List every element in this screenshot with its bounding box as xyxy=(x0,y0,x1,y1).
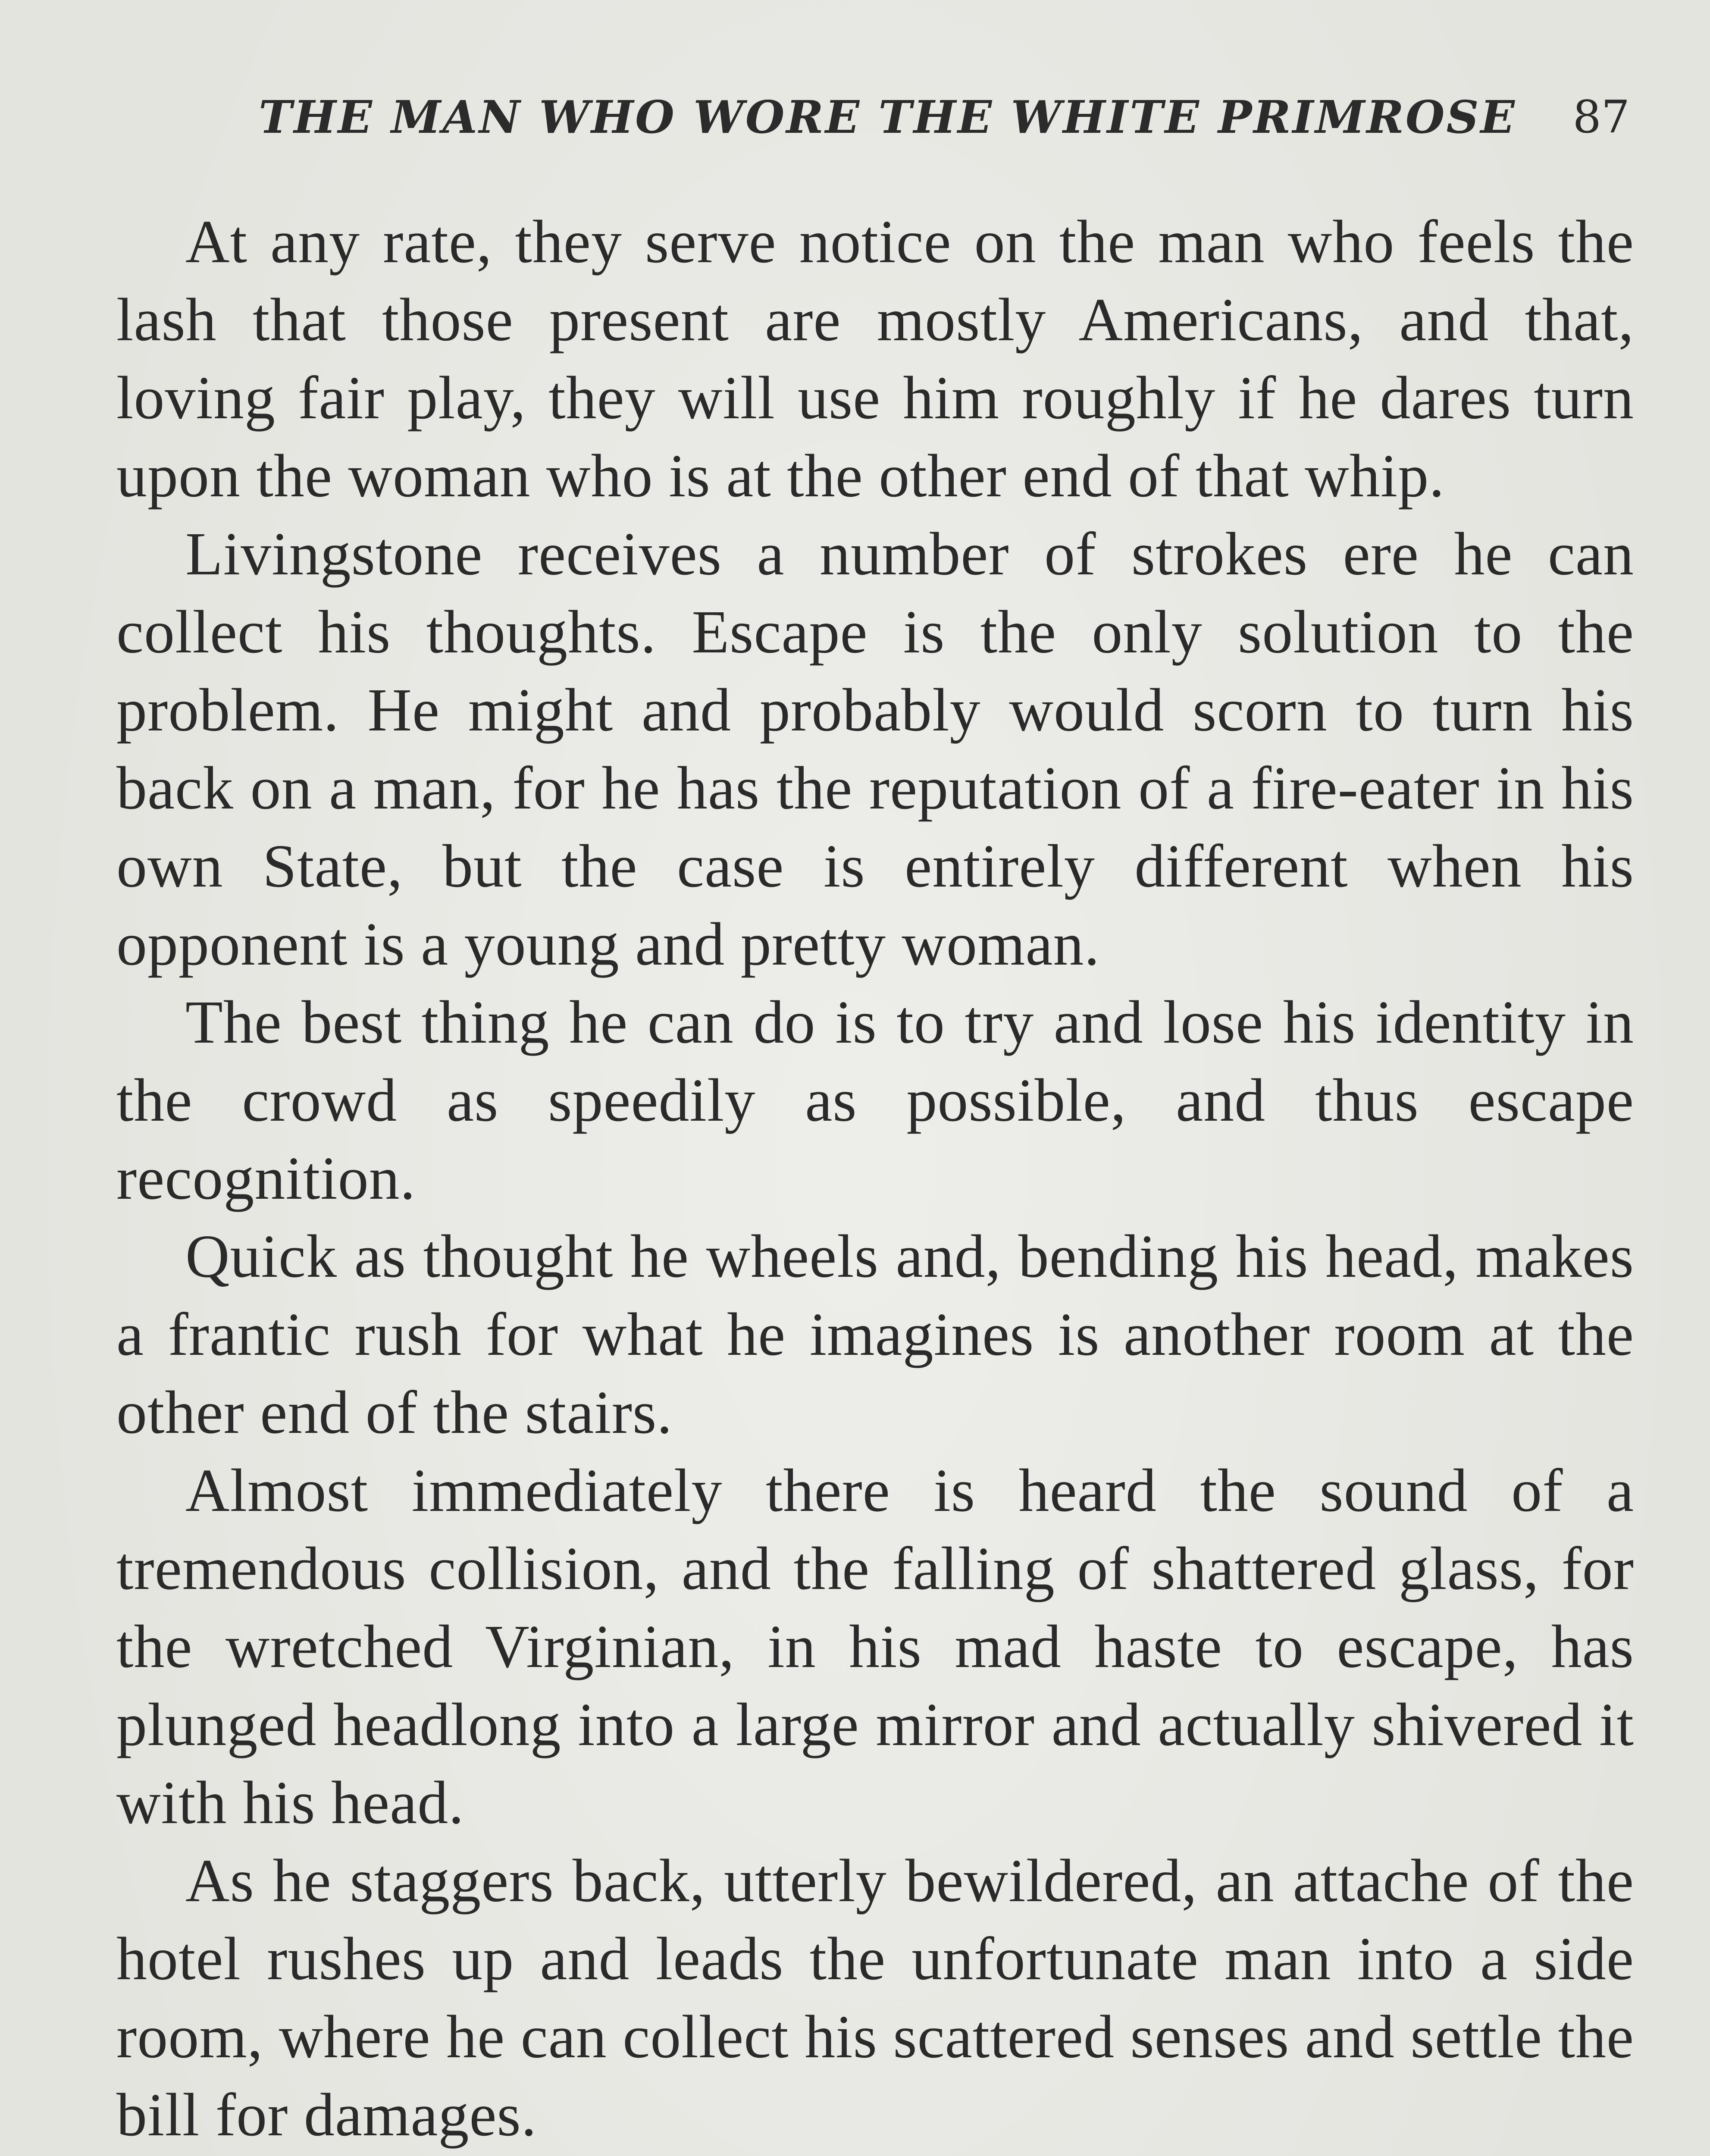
paragraph xyxy=(116,2154,1634,2156)
paragraph: The best thing he can do is to try and lose his identity in the crowd as speedily as possible, and thus escape recognition. xyxy=(116,988,1634,1212)
paragraph: As he staggers back, utterly bewildered, an attache of the hotel rushes up and leads the unfortunate man into a side room, where he can collect his scattered senses and settle the bill for damages. xyxy=(116,1846,1634,2149)
page-header xyxy=(259,91,1638,168)
paragraph: Livingstone receives a number of strokes ere he can collect his thoughts. Escape is the only solution to the problem. He might and probably would scorn to turn his back on a man, for he has the reputation of a fire-eater in his own State, but the case is entirely different when his opponent is a young and pretty woman. xyxy=(116,520,1634,978)
running-head: THE MAN WHO WORE THE WHITE PRIMROSE xyxy=(259,91,1516,144)
paragraph: Quick as thought he wheels and, bending his head, makes a frantic rush for what he imagines is another room at the other end of the stairs. xyxy=(116,1222,1634,1446)
page-body xyxy=(116,203,1634,2156)
page-number: 87 xyxy=(1572,91,1630,143)
paragraph: Almost immediately there is heard the sound of a tremendous collision, and the falling of shattered glass, for the wretched Virginian, in his mad haste to escape, has plunged headlong into a large mirror and actually shivered it with his head. xyxy=(116,1456,1634,1836)
paragraph: At any rate, they serve notice on the man who feels the lash that those present are mostly Americans, and that, loving fair play, they will use him roughly if he dares turn upon the woman who is at the other end of that whip. xyxy=(116,207,1634,510)
